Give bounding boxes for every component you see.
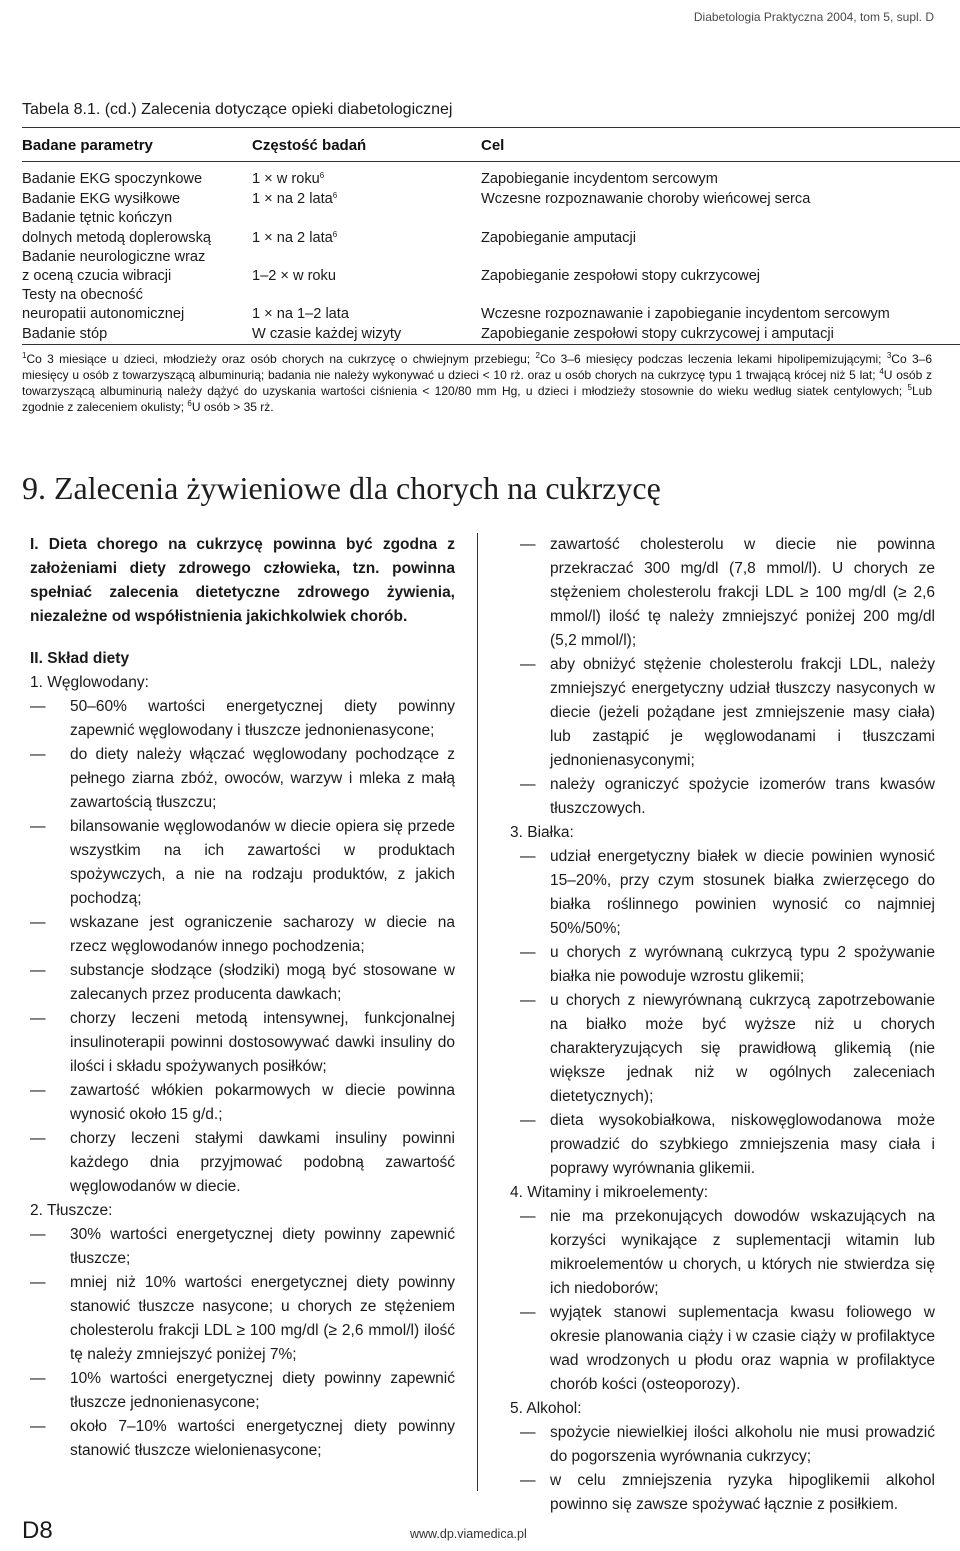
protein-list bbox=[520, 845, 935, 1181]
table-cell-parameter: Testy na obecność bbox=[22, 287, 143, 303]
list-item: — 30% wartości energetycznej diety powinny zapewnić tłuszcze; bbox=[30, 1223, 455, 1271]
footnote-marker: 2 bbox=[535, 351, 540, 360]
list-item: — zawartość włókien pokarmowych w diecie powinna wynosić około 15 g/d.; bbox=[30, 1079, 455, 1127]
table-cell-frequency: 1–2 × w roku bbox=[252, 268, 336, 284]
footnote-marker: 3 bbox=[886, 351, 892, 360]
table-cell-parameter: neuropatii autonomicznej bbox=[22, 306, 185, 322]
list-item: — u chorych z niewyrównaną cukrzycą zapotrzebowanie na białko może być wyższe niż u chorych charakteryzujących się prawidłową glikemią (nie większe jednak niż w ogólnych zaleceniach dietetycznych); bbox=[520, 989, 935, 1109]
table-cell-parameter: Badanie neurologiczne wraz bbox=[22, 249, 206, 265]
table-cell-parameter: Badanie EKG spoczynkowe bbox=[22, 171, 203, 187]
table-cell-goal: Zapobieganie incydentom sercowym bbox=[481, 171, 718, 187]
list-item: — do diety należy włączać węglowodany pochodzące z pełnego ziarna zbóż, owoców, warzyw i mleka z małą zawartością tłuszczu; bbox=[30, 743, 455, 815]
vitamins-label: 4. Witaminy i mikroelementy: bbox=[510, 1184, 709, 1201]
table-cell-parameter: Badanie stóp bbox=[22, 326, 108, 342]
table-cell-parameter: dolnych metodą doplerowską bbox=[22, 230, 212, 246]
list-item: — bilansowanie węglowodanów w diecie opiera się przede wszystkim na ich zawartości w produktach spożywczych, a nie na rodzaju produktów, z jakich pochodzą; bbox=[30, 815, 455, 911]
list-item: — zawartość cholesterolu w diecie nie powinna przekraczać 300 mg/dl (7,8 mmol/l). U chorych ze stężeniem cholesterolu frakcji LDL ≥ 100 mg/dl (≥ 2,6 mmol/l) ilość tę należy zmniejszyć poniżej 200 mg/dl (5,2 mmol/l); bbox=[520, 533, 935, 653]
list-item: — wskazane jest ograniczenie sacharozy w diecie na rzecz węglowodanów innego pochodzenia; bbox=[30, 911, 455, 959]
lead-paragraph: I. Dieta chorego na cukrzycę powinna być zgodna z założeniami diety zdrowego człowieka, tzn. powinna spełniać zalecenia dietetyczne zdrowego żywienia, niezależne od współistnienia jakichkolwiek chorób. bbox=[30, 536, 455, 625]
fats-label: 2. Tłuszcze: bbox=[30, 1202, 113, 1219]
list-item: — spożycie niewielkiej ilości alkoholu nie musi prowadzić do pogorszenia wyrównania cukrzycy; bbox=[520, 1421, 935, 1469]
column-header-parameters: Badane parametry bbox=[22, 137, 153, 154]
list-item: — udział energetyczny białek w diecie powinien wynosić 15–20%, przy czym stosunek białka zwierzęcego do białka roślinnego powinien wynosić co najmniej 50%/50%; bbox=[520, 845, 935, 941]
list-item: — mniej niż 10% wartości energetycznej diety powinny stanowić tłuszcze nasycone; u chorych ze stężeniem cholesterolu frakcji LDL ≥ 100 mg/dl (≥ 2,6 mmol/l) ilość tę należy zmniejszyć poniżej 7%; bbox=[30, 1271, 455, 1367]
list-item: — aby obniżyć stężenie cholesterolu frakcji LDL, należy zmniejszyć energetyczny udział tłuszczy nasyconych w diecie (jeżeli pożądane jest zmniejszenie masy ciała) lub zastąpić je węglowodanami i tłuszczami jednonienasyconymi; bbox=[520, 653, 935, 773]
list-item: — należy ograniczyć spożycie izomerów trans kwasów tłuszczowych. bbox=[520, 773, 935, 821]
subheading-diet: II. Skład diety bbox=[30, 650, 130, 667]
table-cell-goal: Zapobieganie zespołowi stopy cukrzycowej i amputacji bbox=[481, 326, 834, 342]
carbs-label: 1. Węglowodany: bbox=[30, 674, 149, 691]
list-item: — 10% wartości energetycznej diety powinny zapewnić tłuszcze jednonienasycone; bbox=[30, 1367, 455, 1415]
table-cell-frequency: 1 × w roku$^6$ bbox=[252, 171, 325, 187]
table-title: Tabela 8.1. (cd.) Zalecenia dotyczące opieki diabetologicznej bbox=[22, 101, 453, 118]
vitamins-list bbox=[520, 1205, 935, 1397]
list-item: — chorzy leczeni metodą intensywnej, funkcjonalnej insulinoterapii powinni dostosowywać dawki insuliny do ilości i składu spożywanych posiłków; bbox=[30, 1007, 455, 1079]
footnote-text: U osób z towarzyszącą albuminurią należy dążyć do uzyskania wartości ciśnienia < 120/80 mm Hg, u dzieci i młodzieży stosownie do wieku według siatek centylowych; bbox=[22, 368, 933, 398]
footnote-text: Co 3–6 miesięcy u osób z towarzyszącą albuminurią; badania nie należy wykonywać u dzieci < 10 rż. oraz u osób chorych na cukrzycę typu 1 trwającą krócej niż 5 lat; bbox=[22, 352, 932, 382]
table-cell-frequency: 1 × na 1–2 lata bbox=[252, 306, 349, 322]
table-cell-parameter: Badanie EKG wysiłkowe bbox=[22, 191, 181, 207]
table-header-rule bbox=[22, 161, 960, 162]
list-item: — u chorych z wyrównaną cukrzycą typu 2 spożywanie białka nie powoduje wzrostu glikemii; bbox=[520, 941, 935, 989]
alcohol-list bbox=[520, 1421, 935, 1517]
protein-label: 3. Białka: bbox=[510, 824, 574, 841]
list-item: — chorzy leczeni stałymi dawkami insuliny powinni każdego dnia przyjmować podobną zawartość węglowodanów w diecie. bbox=[30, 1127, 455, 1199]
table-top-rule bbox=[22, 127, 960, 128]
footnote-text: Co 3–6 miesięcy podczas leczenia lekami hipolipemizującymi; bbox=[539, 352, 887, 366]
footer-url: www.dp.viamedica.pl bbox=[410, 1527, 527, 1541]
footnote-text: Co 3 miesiące u dzieci, młodzieży oraz osób chorych na cukrzycę o chwiejnym przebiegu; bbox=[26, 352, 536, 366]
table-cell-parameter: Badanie tętnic kończyn bbox=[22, 210, 173, 226]
table-cell-frequency: W czasie każdej wizyty bbox=[252, 326, 402, 342]
list-item: — substancje słodzące (słodziki) mogą być stosowane w zalecanych przez producenta dawkach; bbox=[30, 959, 455, 1007]
column-header-frequency: Częstość badań bbox=[252, 137, 367, 154]
running-header: Diabetologia Praktyczna 2004, tom 5, supl. D bbox=[693, 10, 934, 24]
left-column bbox=[30, 533, 455, 1463]
footnote-marker: 5 bbox=[907, 383, 912, 392]
list-item: — wyjątek stanowi suplementacja kwasu foliowego w okresie planowania ciąży i w czasie ciąży w profilaktyce wad wrodzonych u płodu oraz wapnia w profilaktyce chorób kości (osteoporozy). bbox=[520, 1301, 935, 1397]
table-footnotes bbox=[22, 351, 932, 415]
table-cell-goal: Wczesne rozpoznawanie i zapobieganie incydentom sercowym bbox=[481, 306, 890, 322]
fats-list bbox=[30, 1223, 455, 1463]
footnote-text: Lub zgodnie z zaleceniem okulisty; bbox=[22, 384, 932, 414]
footnote-marker: 6 bbox=[187, 399, 192, 408]
list-item: — w celu zmniejszenia ryzyka hipoglikemii alkohol powinno się zawsze spożywać łącznie z posiłkiem. bbox=[520, 1469, 935, 1517]
column-header-goal: Cel bbox=[481, 137, 505, 154]
table-cell-frequency: 1 × na 2 lata$^6$ bbox=[252, 230, 338, 246]
table-cell-goal: Zapobieganie amputacji bbox=[481, 230, 636, 246]
footnote-marker: 4 bbox=[879, 367, 884, 376]
table-cell-goal: Zapobieganie zespołowi stopy cukrzycowej bbox=[481, 268, 761, 284]
table-cell-goal: Wczesne rozpoznawanie choroby wieńcowej serca bbox=[481, 191, 811, 207]
carbs-list bbox=[30, 695, 455, 1199]
alcohol-label: 5. Alkohol: bbox=[510, 1400, 582, 1417]
list-item: — około 7–10% wartości energetycznej diety powinny stanowić tłuszcze wielonienasycone; bbox=[30, 1415, 455, 1463]
list-item: — 50–60% wartości energetycznej diety powinny zapewnić węglowodany i tłuszcze jednonienasycone; bbox=[30, 695, 455, 743]
right-column bbox=[510, 533, 935, 1517]
list-item: — dieta wysokobiałkowa, niskowęglowodanowa może prowadzić do szybkiego zmniejszenia masy ciała i poprawy wyrównania glikemii. bbox=[520, 1109, 935, 1181]
table-cell-parameter: z oceną czucia wibracji bbox=[22, 268, 172, 284]
page-number: D8 bbox=[22, 1517, 53, 1544]
fats-list-continued bbox=[520, 533, 935, 821]
list-item: — nie ma przekonujących dowodów wskazujących na korzyści wynikające z suplementacji witamin lub mikroelementów u chorych, u których nie stwierdza się ich niedoborów; bbox=[520, 1205, 935, 1301]
footnote-text: U osób > 35 rż. bbox=[191, 400, 274, 414]
table-cell-frequency: 1 × na 2 lata$^6$ bbox=[252, 191, 338, 207]
section-title: 9. Zalecenia żywieniowe dla chorych na cukrzycę bbox=[22, 470, 661, 506]
footnote-marker: 1 bbox=[22, 351, 27, 360]
column-divider bbox=[477, 533, 478, 1491]
table-bottom-rule bbox=[22, 344, 960, 345]
